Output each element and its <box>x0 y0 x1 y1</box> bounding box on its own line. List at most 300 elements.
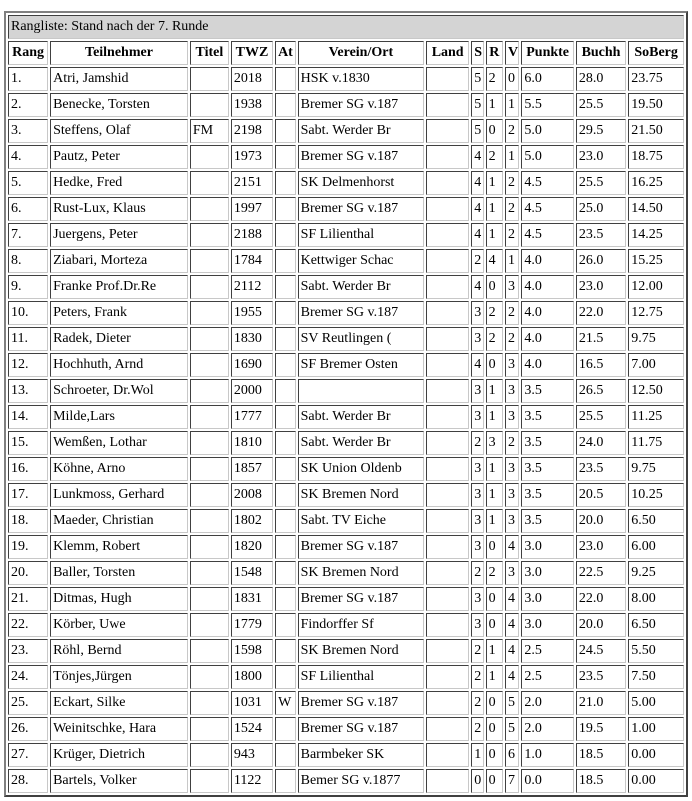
cell-soberg: 6.50 <box>628 613 684 637</box>
table-row <box>8 145 684 169</box>
cell-rang: 23. <box>8 639 48 663</box>
header-s: S <box>471 41 483 65</box>
cell-verein-ort: SK Bremen Nord <box>298 483 424 507</box>
cell-titel <box>190 145 229 169</box>
cell-rang: 16. <box>8 457 48 481</box>
cell-v: 3 <box>505 509 519 533</box>
cell-soberg: 0.00 <box>628 769 684 793</box>
header-punkte: Punkte <box>521 41 573 65</box>
cell-v: 1 <box>505 145 519 169</box>
cell-buchh: 19.5 <box>576 717 626 741</box>
cell-verein-ort: Bremer SG v.187 <box>298 301 424 325</box>
cell-s: 4 <box>471 275 483 299</box>
cell-soberg: 12.50 <box>628 379 684 403</box>
cell-twz: 2188 <box>231 223 273 247</box>
cell-land <box>426 743 469 767</box>
cell-at <box>275 223 296 247</box>
cell-v: 6 <box>505 743 519 767</box>
cell-r: 1 <box>486 639 503 663</box>
cell-teilnehmer: Klemm, Robert <box>50 535 188 559</box>
cell-titel <box>190 405 229 429</box>
cell-at <box>275 587 296 611</box>
table-title: Rangliste: Stand nach der 7. Runde <box>8 15 684 39</box>
cell-twz: 1938 <box>231 93 273 117</box>
cell-punkte: 6.0 <box>521 67 573 91</box>
cell-teilnehmer: Röhl, Bernd <box>50 639 188 663</box>
cell-teilnehmer: Bartels, Volker <box>50 769 188 793</box>
cell-r: 1 <box>486 405 503 429</box>
cell-at <box>275 67 296 91</box>
cell-titel <box>190 769 229 793</box>
cell-v: 4 <box>505 587 519 611</box>
cell-rang: 2. <box>8 93 48 117</box>
cell-soberg: 19.50 <box>628 93 684 117</box>
cell-twz: 1598 <box>231 639 273 663</box>
cell-rang: 9. <box>8 275 48 299</box>
cell-buchh: 25.5 <box>576 171 626 195</box>
cell-buchh: 20.0 <box>576 509 626 533</box>
cell-land <box>426 353 469 377</box>
cell-at <box>275 535 296 559</box>
cell-twz: 1777 <box>231 405 273 429</box>
cell-s: 4 <box>471 223 483 247</box>
cell-titel <box>190 197 229 221</box>
cell-verein-ort: Bremer SG v.187 <box>298 587 424 611</box>
cell-twz: 1831 <box>231 587 273 611</box>
cell-verein-ort: Sabt. Werder Br <box>298 405 424 429</box>
cell-twz: 2018 <box>231 67 273 91</box>
cell-rang: 5. <box>8 171 48 195</box>
cell-twz: 1830 <box>231 327 273 351</box>
cell-verein-ort: Sabt. TV Eiche <box>298 509 424 533</box>
cell-punkte: 3.5 <box>521 405 573 429</box>
cell-s: 3 <box>471 587 483 611</box>
cell-twz: 2112 <box>231 275 273 299</box>
cell-titel <box>190 431 229 455</box>
cell-at <box>275 613 296 637</box>
cell-buchh: 21.5 <box>576 327 626 351</box>
cell-rang: 15. <box>8 431 48 455</box>
cell-s: 5 <box>471 119 483 143</box>
cell-at <box>275 769 296 793</box>
cell-verein-ort: Sabt. Werder Br <box>298 431 424 455</box>
cell-s: 5 <box>471 93 483 117</box>
cell-punkte: 3.5 <box>521 379 573 403</box>
cell-s: 3 <box>471 457 483 481</box>
cell-punkte: 4.5 <box>521 223 573 247</box>
cell-soberg: 0.00 <box>628 743 684 767</box>
header-teilnehmer: Teilnehmer <box>50 41 188 65</box>
cell-s: 3 <box>471 301 483 325</box>
cell-rang: 26. <box>8 717 48 741</box>
cell-teilnehmer: Wemßen, Lothar <box>50 431 188 455</box>
cell-s: 0 <box>471 769 483 793</box>
cell-titel <box>190 535 229 559</box>
cell-soberg: 9.75 <box>628 457 684 481</box>
table-row <box>8 249 684 273</box>
table-row <box>8 353 684 377</box>
cell-twz: 1955 <box>231 301 273 325</box>
cell-soberg: 11.25 <box>628 405 684 429</box>
cell-verein-ort: Bremer SG v.187 <box>298 93 424 117</box>
cell-v: 2 <box>505 171 519 195</box>
cell-rang: 4. <box>8 145 48 169</box>
cell-s: 3 <box>471 509 483 533</box>
cell-at <box>275 431 296 455</box>
cell-teilnehmer: Krüger, Dietrich <box>50 743 188 767</box>
cell-rang: 25. <box>8 691 48 715</box>
cell-verein-ort: SF Bremer Osten <box>298 353 424 377</box>
cell-land <box>426 691 469 715</box>
cell-twz: 1548 <box>231 561 273 585</box>
cell-buchh: 24.5 <box>576 639 626 663</box>
cell-r: 1 <box>486 457 503 481</box>
cell-teilnehmer: Weinitschke, Hara <box>50 717 188 741</box>
cell-r: 3 <box>486 431 503 455</box>
cell-twz: 1997 <box>231 197 273 221</box>
cell-at <box>275 379 296 403</box>
cell-titel <box>190 509 229 533</box>
cell-v: 3 <box>505 353 519 377</box>
cell-verein-ort: Findorffer Sf <box>298 613 424 637</box>
cell-buchh: 20.5 <box>576 483 626 507</box>
cell-rang: 1. <box>8 67 48 91</box>
cell-buchh: 23.5 <box>576 665 626 689</box>
cell-teilnehmer: Ziabari, Morteza <box>50 249 188 273</box>
cell-twz: 1857 <box>231 457 273 481</box>
cell-teilnehmer: Atri, Jamshid <box>50 67 188 91</box>
cell-land <box>426 769 469 793</box>
cell-teilnehmer: Rust-Lux, Klaus <box>50 197 188 221</box>
cell-land <box>426 171 469 195</box>
cell-rang: 24. <box>8 665 48 689</box>
cell-at <box>275 353 296 377</box>
cell-titel <box>190 93 229 117</box>
cell-v: 0 <box>505 67 519 91</box>
header-rang: Rang <box>8 41 48 65</box>
cell-titel <box>190 327 229 351</box>
header-soberg: SoBerg <box>628 41 684 65</box>
table-row <box>8 483 684 507</box>
cell-land <box>426 483 469 507</box>
cell-buchh: 23.0 <box>576 275 626 299</box>
cell-v: 3 <box>505 561 519 585</box>
cell-buchh: 20.0 <box>576 613 626 637</box>
cell-at <box>275 639 296 663</box>
cell-s: 3 <box>471 535 483 559</box>
cell-r: 1 <box>486 509 503 533</box>
cell-titel <box>190 691 229 715</box>
cell-punkte: 0.0 <box>521 769 573 793</box>
cell-r: 1 <box>486 197 503 221</box>
cell-rang: 22. <box>8 613 48 637</box>
cell-teilnehmer: Benecke, Torsten <box>50 93 188 117</box>
cell-buchh: 22.5 <box>576 561 626 585</box>
header-land: Land <box>426 41 469 65</box>
cell-buchh: 25.0 <box>576 197 626 221</box>
cell-soberg: 18.75 <box>628 145 684 169</box>
cell-r: 1 <box>486 223 503 247</box>
cell-buchh: 23.5 <box>576 223 626 247</box>
cell-verein-ort: Sabt. Werder Br <box>298 275 424 299</box>
cell-teilnehmer: Köhne, Arno <box>50 457 188 481</box>
cell-verein-ort: Kettwiger Schac <box>298 249 424 273</box>
cell-verein-ort: Bremer SG v.187 <box>298 145 424 169</box>
cell-soberg: 6.50 <box>628 509 684 533</box>
cell-soberg: 9.25 <box>628 561 684 585</box>
cell-r: 1 <box>486 483 503 507</box>
cell-soberg: 23.75 <box>628 67 684 91</box>
cell-punkte: 4.5 <box>521 171 573 195</box>
cell-verein-ort: Sabt. Werder Br <box>298 119 424 143</box>
cell-punkte: 3.0 <box>521 561 573 585</box>
cell-twz: 1820 <box>231 535 273 559</box>
cell-verein-ort: Bremer SG v.187 <box>298 197 424 221</box>
cell-s: 2 <box>471 639 483 663</box>
cell-v: 7 <box>505 769 519 793</box>
cell-s: 2 <box>471 249 483 273</box>
cell-punkte: 4.5 <box>521 197 573 221</box>
cell-land <box>426 561 469 585</box>
cell-punkte: 3.5 <box>521 483 573 507</box>
cell-rang: 28. <box>8 769 48 793</box>
cell-at <box>275 275 296 299</box>
cell-v: 2 <box>505 223 519 247</box>
table-row <box>8 613 684 637</box>
cell-land <box>426 535 469 559</box>
cell-buchh: 29.5 <box>576 119 626 143</box>
cell-rang: 12. <box>8 353 48 377</box>
cell-titel <box>190 353 229 377</box>
cell-titel <box>190 171 229 195</box>
cell-punkte: 3.0 <box>521 613 573 637</box>
cell-teilnehmer: Körber, Uwe <box>50 613 188 637</box>
cell-at <box>275 119 296 143</box>
cell-rang: 18. <box>8 509 48 533</box>
cell-s: 4 <box>471 197 483 221</box>
cell-verein-ort: SK Bremen Nord <box>298 561 424 585</box>
table-row <box>8 405 684 429</box>
cell-verein-ort: SK Delmenhorst <box>298 171 424 195</box>
cell-v: 3 <box>505 275 519 299</box>
cell-punkte: 4.0 <box>521 327 573 351</box>
cell-s: 4 <box>471 171 483 195</box>
cell-land <box>426 249 469 273</box>
cell-at <box>275 405 296 429</box>
cell-verein-ort: Barmbeker SK <box>298 743 424 767</box>
cell-punkte: 4.0 <box>521 353 573 377</box>
header-v: V <box>505 41 519 65</box>
cell-land <box>426 275 469 299</box>
cell-land <box>426 327 469 351</box>
cell-r: 2 <box>486 67 503 91</box>
cell-rang: 3. <box>8 119 48 143</box>
cell-teilnehmer: Peters, Frank <box>50 301 188 325</box>
table-row <box>8 93 684 117</box>
cell-v: 3 <box>505 379 519 403</box>
cell-teilnehmer: Juergens, Peter <box>50 223 188 247</box>
cell-punkte: 4.0 <box>521 275 573 299</box>
cell-buchh: 25.5 <box>576 405 626 429</box>
cell-r: 0 <box>486 587 503 611</box>
cell-teilnehmer: Tönjes,Jürgen <box>50 665 188 689</box>
cell-buchh: 18.5 <box>576 743 626 767</box>
cell-rang: 19. <box>8 535 48 559</box>
cell-soberg: 7.00 <box>628 353 684 377</box>
cell-verein-ort: SV Reutlingen ( <box>298 327 424 351</box>
cell-punkte: 4.0 <box>521 249 573 273</box>
cell-land <box>426 93 469 117</box>
cell-punkte: 3.5 <box>521 431 573 455</box>
header-buchh: Buchh <box>576 41 626 65</box>
cell-teilnehmer: Baller, Torsten <box>50 561 188 585</box>
cell-v: 4 <box>505 639 519 663</box>
table-row <box>8 301 684 325</box>
cell-r: 0 <box>486 353 503 377</box>
table-row <box>8 327 684 351</box>
cell-buchh: 26.5 <box>576 379 626 403</box>
cell-r: 1 <box>486 171 503 195</box>
cell-v: 2 <box>505 327 519 351</box>
cell-s: 2 <box>471 717 483 741</box>
cell-punkte: 5.0 <box>521 145 573 169</box>
cell-soberg: 14.25 <box>628 223 684 247</box>
cell-at <box>275 249 296 273</box>
cell-teilnehmer: Pautz, Peter <box>50 145 188 169</box>
cell-r: 1 <box>486 93 503 117</box>
cell-twz: 1800 <box>231 665 273 689</box>
table-row <box>8 587 684 611</box>
cell-v: 2 <box>505 431 519 455</box>
title-row <box>8 15 684 39</box>
cell-twz: 1524 <box>231 717 273 741</box>
cell-r: 2 <box>486 561 503 585</box>
cell-titel <box>190 457 229 481</box>
cell-rang: 21. <box>8 587 48 611</box>
cell-verein-ort: SK Union Oldenb <box>298 457 424 481</box>
cell-twz: 2151 <box>231 171 273 195</box>
cell-r: 0 <box>486 691 503 715</box>
cell-soberg: 1.00 <box>628 717 684 741</box>
table-row <box>8 67 684 91</box>
cell-verein-ort: SF Lilienthal <box>298 665 424 689</box>
cell-titel: FM <box>190 119 229 143</box>
cell-punkte: 1.0 <box>521 743 573 767</box>
cell-r: 4 <box>486 249 503 273</box>
header-titel: Titel <box>190 41 229 65</box>
cell-teilnehmer: Hochhuth, Arnd <box>50 353 188 377</box>
cell-punkte: 3.0 <box>521 587 573 611</box>
standings-table <box>4 11 688 797</box>
cell-s: 4 <box>471 145 483 169</box>
table-row <box>8 769 684 793</box>
table-row <box>8 561 684 585</box>
cell-at <box>275 327 296 351</box>
cell-s: 4 <box>471 353 483 377</box>
cell-buchh: 26.0 <box>576 249 626 273</box>
cell-s: 3 <box>471 613 483 637</box>
cell-titel <box>190 587 229 611</box>
cell-soberg: 10.25 <box>628 483 684 507</box>
cell-teilnehmer: Franke Prof.Dr.Re <box>50 275 188 299</box>
cell-twz: 1779 <box>231 613 273 637</box>
cell-soberg: 12.75 <box>628 301 684 325</box>
cell-rang: 6. <box>8 197 48 221</box>
cell-at <box>275 665 296 689</box>
cell-titel <box>190 379 229 403</box>
table-row <box>8 743 684 767</box>
cell-land <box>426 613 469 637</box>
cell-rang: 7. <box>8 223 48 247</box>
cell-twz: 1031 <box>231 691 273 715</box>
cell-s: 2 <box>471 665 483 689</box>
cell-punkte: 2.0 <box>521 717 573 741</box>
cell-titel <box>190 665 229 689</box>
header-verein-ort: Verein/Ort <box>298 41 424 65</box>
cell-verein-ort <box>298 379 424 403</box>
cell-titel <box>190 639 229 663</box>
cell-v: 1 <box>505 93 519 117</box>
cell-land <box>426 379 469 403</box>
cell-twz: 2000 <box>231 379 273 403</box>
cell-r: 2 <box>486 327 503 351</box>
cell-rang: 27. <box>8 743 48 767</box>
cell-twz: 2198 <box>231 119 273 143</box>
cell-verein-ort: SF Lilienthal <box>298 223 424 247</box>
cell-r: 0 <box>486 743 503 767</box>
table-row <box>8 431 684 455</box>
cell-v: 5 <box>505 691 519 715</box>
cell-twz: 1690 <box>231 353 273 377</box>
cell-buchh: 18.5 <box>576 769 626 793</box>
cell-teilnehmer: Hedke, Fred <box>50 171 188 195</box>
cell-at <box>275 561 296 585</box>
cell-at <box>275 457 296 481</box>
cell-verein-ort: HSK v.1830 <box>298 67 424 91</box>
header-twz: TWZ <box>231 41 273 65</box>
cell-s: 2 <box>471 691 483 715</box>
header-r: R <box>486 41 503 65</box>
cell-verein-ort: Bremer SG v.187 <box>298 535 424 559</box>
cell-teilnehmer: Maeder, Christian <box>50 509 188 533</box>
cell-r: 0 <box>486 275 503 299</box>
cell-verein-ort: Bemer SG v.1877 <box>298 769 424 793</box>
cell-teilnehmer: Schroeter, Dr.Wol <box>50 379 188 403</box>
cell-v: 2 <box>505 301 519 325</box>
table-row <box>8 457 684 481</box>
cell-v: 4 <box>505 613 519 637</box>
cell-teilnehmer: Radek, Dieter <box>50 327 188 351</box>
table-row <box>8 223 684 247</box>
cell-titel <box>190 67 229 91</box>
cell-buchh: 23.0 <box>576 145 626 169</box>
header-at: At <box>275 41 296 65</box>
cell-teilnehmer: Steffens, Olaf <box>50 119 188 143</box>
cell-land <box>426 509 469 533</box>
cell-soberg: 8.00 <box>628 587 684 611</box>
cell-v: 5 <box>505 717 519 741</box>
cell-s: 5 <box>471 67 483 91</box>
cell-s: 3 <box>471 327 483 351</box>
table-row <box>8 275 684 299</box>
cell-titel <box>190 561 229 585</box>
cell-r: 0 <box>486 535 503 559</box>
table-row <box>8 509 684 533</box>
cell-buchh: 22.0 <box>576 587 626 611</box>
cell-buchh: 28.0 <box>576 67 626 91</box>
cell-soberg: 14.50 <box>628 197 684 221</box>
cell-r: 1 <box>486 665 503 689</box>
